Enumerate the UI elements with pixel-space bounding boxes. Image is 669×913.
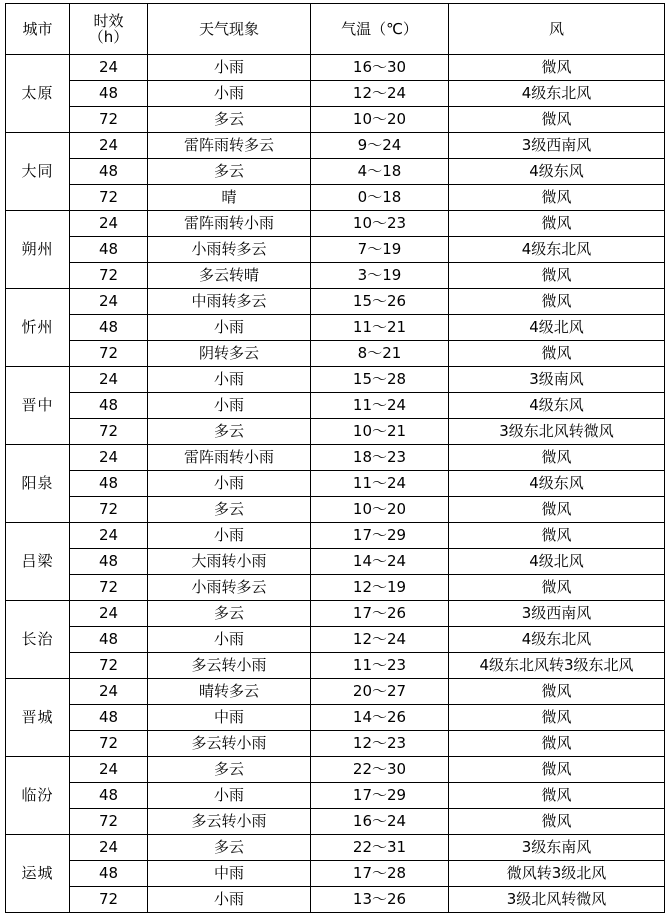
- temperature-cell: 17～29: [311, 783, 449, 809]
- lead-time-cell: 48: [70, 159, 148, 185]
- wind-cell: 3级西南风: [449, 601, 665, 627]
- lead-time-cell: 72: [70, 887, 148, 913]
- lead-time-cell: 48: [70, 81, 148, 107]
- weather-cell: 多云转晴: [148, 263, 311, 289]
- wind-cell: 微风: [449, 575, 665, 601]
- weather-cell: 多云: [148, 497, 311, 523]
- lead-time-cell: 72: [70, 263, 148, 289]
- wind-cell: 4级东北风转3级东北风: [449, 653, 665, 679]
- city-name-cell: 吕梁: [6, 523, 70, 601]
- wind-cell: 微风: [449, 757, 665, 783]
- lead-time-cell: 48: [70, 861, 148, 887]
- lead-time-cell: 72: [70, 653, 148, 679]
- lead-time-cell: 72: [70, 575, 148, 601]
- header-wind: 风: [449, 4, 665, 55]
- wind-cell: 微风: [449, 55, 665, 81]
- temperature-cell: 15～26: [311, 289, 449, 315]
- table-row: [6, 549, 665, 575]
- wind-cell: 4级东风: [449, 159, 665, 185]
- table-row: [6, 315, 665, 341]
- weather-cell: 雷阵雨转小雨: [148, 211, 311, 237]
- weather-cell: 小雨转多云: [148, 575, 311, 601]
- temperature-cell: 4～18: [311, 159, 449, 185]
- table-row: [6, 653, 665, 679]
- wind-cell: 微风: [449, 263, 665, 289]
- lead-time-cell: 24: [70, 835, 148, 861]
- lead-time-cell: 48: [70, 549, 148, 575]
- lead-time-cell: 24: [70, 757, 148, 783]
- wind-cell: 微风转3级北风: [449, 861, 665, 887]
- temperature-cell: 10～21: [311, 419, 449, 445]
- table-row: [6, 861, 665, 887]
- temperature-cell: 9～24: [311, 133, 449, 159]
- table-row: [6, 211, 665, 237]
- weather-cell: 中雨转多云: [148, 289, 311, 315]
- wind-cell: 微风: [449, 211, 665, 237]
- temperature-cell: 11～24: [311, 393, 449, 419]
- weather-cell: 晴转多云: [148, 679, 311, 705]
- table-row: [6, 237, 665, 263]
- wind-cell: 微风: [449, 731, 665, 757]
- temperature-cell: 22～31: [311, 835, 449, 861]
- weather-cell: 多云转小雨: [148, 809, 311, 835]
- wind-cell: 4级北风: [449, 549, 665, 575]
- city-name-cell: 长治: [6, 601, 70, 679]
- weather-cell: 多云转小雨: [148, 731, 311, 757]
- weather-cell: 小雨: [148, 393, 311, 419]
- temperature-cell: 11～23: [311, 653, 449, 679]
- table-row: [6, 731, 665, 757]
- table-row: [6, 445, 665, 471]
- table-row: [6, 809, 665, 835]
- table-row: [6, 497, 665, 523]
- wind-cell: 微风: [449, 289, 665, 315]
- weather-cell: 雷阵雨转多云: [148, 133, 311, 159]
- temperature-cell: 14～26: [311, 705, 449, 731]
- weather-cell: 小雨: [148, 471, 311, 497]
- temperature-cell: 12～24: [311, 81, 449, 107]
- table-row: [6, 263, 665, 289]
- wind-cell: 3级北风转微风: [449, 887, 665, 913]
- wind-cell: 微风: [449, 809, 665, 835]
- lead-time-cell: 72: [70, 107, 148, 133]
- city-name-cell: 大同: [6, 133, 70, 211]
- lead-time-cell: 24: [70, 601, 148, 627]
- wind-cell: 微风: [449, 107, 665, 133]
- header-temperature: 气温（℃）: [311, 4, 449, 55]
- temperature-cell: 14～24: [311, 549, 449, 575]
- table-row: [6, 523, 665, 549]
- weather-cell: 小雨: [148, 81, 311, 107]
- header-lead-time: [70, 4, 148, 55]
- weather-cell: 中雨: [148, 705, 311, 731]
- table-row: [6, 835, 665, 861]
- wind-cell: 微风: [449, 185, 665, 211]
- city-name-cell: 朔州: [6, 211, 70, 289]
- table-row: [6, 393, 665, 419]
- city-name-cell: 晋城: [6, 679, 70, 757]
- weather-cell: 多云: [148, 419, 311, 445]
- wind-cell: 微风: [449, 705, 665, 731]
- table-row: [6, 575, 665, 601]
- weather-cell: 阴转多云: [148, 341, 311, 367]
- lead-time-cell: 72: [70, 809, 148, 835]
- lead-time-cell: 48: [70, 315, 148, 341]
- temperature-cell: 22～30: [311, 757, 449, 783]
- weather-cell: 多云: [148, 159, 311, 185]
- lead-time-cell: 24: [70, 367, 148, 393]
- table-row: [6, 185, 665, 211]
- header-city: 城市: [6, 4, 70, 55]
- weather-cell: 小雨: [148, 783, 311, 809]
- lead-time-cell: 24: [70, 55, 148, 81]
- weather-cell: 小雨: [148, 523, 311, 549]
- temperature-cell: 17～29: [311, 523, 449, 549]
- lead-time-cell: 48: [70, 237, 148, 263]
- wind-cell: 微风: [449, 523, 665, 549]
- weather-cell: 小雨转多云: [148, 237, 311, 263]
- table-row: [6, 367, 665, 393]
- table-row: [6, 627, 665, 653]
- weather-cell: 多云: [148, 601, 311, 627]
- lead-time-cell: 48: [70, 705, 148, 731]
- weather-cell: 小雨: [148, 627, 311, 653]
- header-lead-time-label: 时效: [93, 11, 124, 30]
- header-row: [6, 4, 665, 55]
- weather-cell: 晴: [148, 185, 311, 211]
- wind-cell: 4级北风: [449, 315, 665, 341]
- wind-cell: 微风: [449, 445, 665, 471]
- table-row: [6, 107, 665, 133]
- header-weather: 天气现象: [148, 4, 311, 55]
- weather-cell: 多云: [148, 107, 311, 133]
- temperature-cell: 8～21: [311, 341, 449, 367]
- table-row: [6, 289, 665, 315]
- lead-time-cell: 24: [70, 211, 148, 237]
- forecast-table: [5, 3, 665, 913]
- wind-cell: 4级东北风: [449, 237, 665, 263]
- temperature-cell: 12～23: [311, 731, 449, 757]
- temperature-cell: 18～23: [311, 445, 449, 471]
- weather-cell: 多云转小雨: [148, 653, 311, 679]
- lead-time-cell: 24: [70, 679, 148, 705]
- table-row: [6, 55, 665, 81]
- temperature-cell: 3～19: [311, 263, 449, 289]
- lead-time-cell: 72: [70, 497, 148, 523]
- city-name-cell: 临汾: [6, 757, 70, 835]
- wind-cell: 3级南风: [449, 367, 665, 393]
- weather-cell: 中雨: [148, 861, 311, 887]
- lead-time-cell: 48: [70, 471, 148, 497]
- wind-cell: 4级东风: [449, 471, 665, 497]
- wind-cell: 4级东北风: [449, 81, 665, 107]
- table-header: [6, 4, 665, 55]
- temperature-cell: 0～18: [311, 185, 449, 211]
- temperature-cell: 7～19: [311, 237, 449, 263]
- table-body: [6, 55, 665, 913]
- temperature-cell: 11～21: [311, 315, 449, 341]
- table-row: [6, 341, 665, 367]
- wind-cell: 4级东北风: [449, 627, 665, 653]
- temperature-cell: 20～27: [311, 679, 449, 705]
- weather-cell: 雷阵雨转小雨: [148, 445, 311, 471]
- wind-cell: 3级东北风转微风: [449, 419, 665, 445]
- temperature-cell: 10～23: [311, 211, 449, 237]
- weather-cell: 小雨: [148, 887, 311, 913]
- weather-cell: 多云: [148, 835, 311, 861]
- lead-time-cell: 72: [70, 341, 148, 367]
- table-row: [6, 783, 665, 809]
- city-name-cell: 晋中: [6, 367, 70, 445]
- lead-time-cell: 48: [70, 627, 148, 653]
- temperature-cell: 11～24: [311, 471, 449, 497]
- temperature-cell: 16～24: [311, 809, 449, 835]
- table-row: [6, 601, 665, 627]
- table-row: [6, 705, 665, 731]
- temperature-cell: 17～28: [311, 861, 449, 887]
- table-row: [6, 757, 665, 783]
- city-name-cell: 太原: [6, 55, 70, 133]
- temperature-cell: 17～26: [311, 601, 449, 627]
- lead-time-cell: 24: [70, 133, 148, 159]
- lead-time-cell: 72: [70, 419, 148, 445]
- temperature-cell: 15～28: [311, 367, 449, 393]
- city-name-cell: 忻州: [6, 289, 70, 367]
- header-lead-time-unit: （h）: [88, 28, 129, 46]
- table-row: [6, 419, 665, 445]
- lead-time-cell: 48: [70, 393, 148, 419]
- wind-cell: 4级东风: [449, 393, 665, 419]
- lead-time-cell: 24: [70, 445, 148, 471]
- lead-time-cell: 24: [70, 289, 148, 315]
- weather-cell: 小雨: [148, 55, 311, 81]
- temperature-cell: 12～24: [311, 627, 449, 653]
- weather-cell: 小雨: [148, 315, 311, 341]
- lead-time-cell: 72: [70, 185, 148, 211]
- temperature-cell: 10～20: [311, 497, 449, 523]
- temperature-cell: 13～26: [311, 887, 449, 913]
- lead-time-cell: 72: [70, 731, 148, 757]
- table-row: [6, 133, 665, 159]
- temperature-cell: 10～20: [311, 107, 449, 133]
- lead-time-cell: 48: [70, 783, 148, 809]
- table-row: [6, 81, 665, 107]
- wind-cell: 3级西南风: [449, 133, 665, 159]
- wind-cell: 微风: [449, 679, 665, 705]
- weather-cell: 大雨转小雨: [148, 549, 311, 575]
- weather-cell: 多云: [148, 757, 311, 783]
- table-row: [6, 679, 665, 705]
- wind-cell: 微风: [449, 497, 665, 523]
- weather-cell: 小雨: [148, 367, 311, 393]
- city-name-cell: 阳泉: [6, 445, 70, 523]
- lead-time-cell: 24: [70, 523, 148, 549]
- table-row: [6, 471, 665, 497]
- table-row: [6, 159, 665, 185]
- city-name-cell: 运城: [6, 835, 70, 913]
- wind-cell: 3级东南风: [449, 835, 665, 861]
- wind-cell: 微风: [449, 341, 665, 367]
- wind-cell: 微风: [449, 783, 665, 809]
- temperature-cell: 16～30: [311, 55, 449, 81]
- temperature-cell: 12～19: [311, 575, 449, 601]
